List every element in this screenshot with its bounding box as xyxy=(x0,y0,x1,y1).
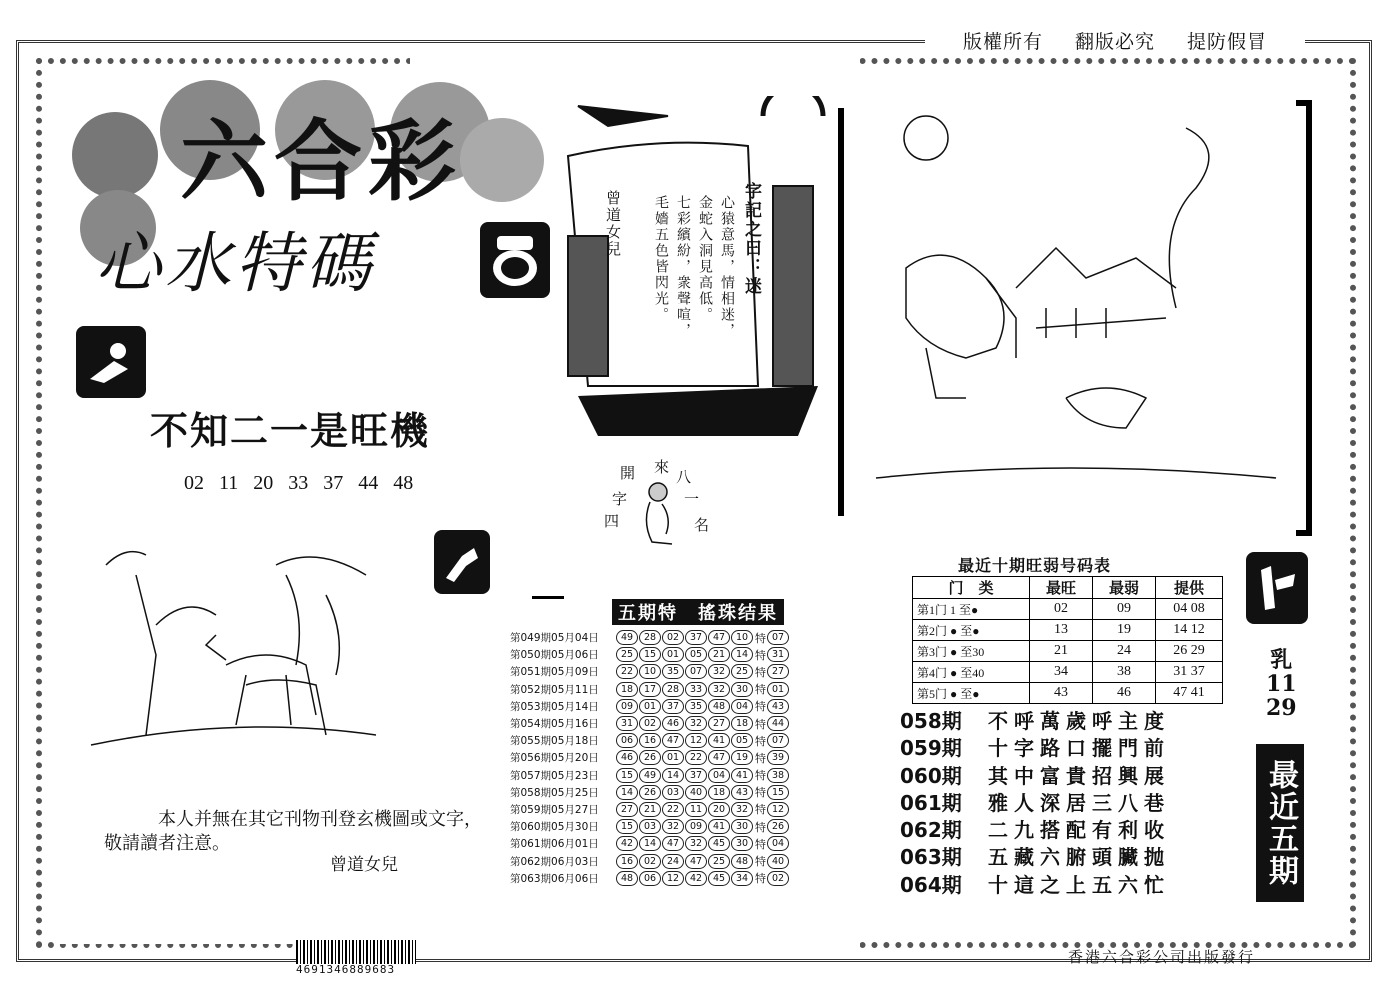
period-poem-row xyxy=(900,790,1170,817)
result-ball: 37 xyxy=(685,768,707,783)
cell-hot: 21 xyxy=(1030,641,1093,662)
result-ball: 14 xyxy=(662,768,684,783)
th-hot: 最旺 xyxy=(1030,577,1093,599)
result-ball: 48 xyxy=(731,854,753,869)
special-ball: 43 xyxy=(767,699,789,714)
special-ball: 12 xyxy=(767,802,789,817)
cell-offer: 14 12 xyxy=(1156,620,1223,641)
special-label: 特 xyxy=(755,665,766,679)
result-ball: 15 xyxy=(616,768,638,783)
result-ball: 01 xyxy=(662,750,684,765)
barcode xyxy=(296,940,416,964)
special-ball: 26 xyxy=(767,819,789,834)
result-ball: 16 xyxy=(616,854,638,869)
result-row xyxy=(510,801,822,818)
notice xyxy=(104,808,482,856)
special-label: 特 xyxy=(755,717,766,731)
frame-divider xyxy=(838,108,844,516)
period-poem-row xyxy=(900,817,1170,844)
result-ball: 02 xyxy=(662,630,684,645)
result-ball: 43 xyxy=(731,785,753,800)
result-date: 第056期05月20日 xyxy=(510,752,599,765)
result-row xyxy=(510,784,822,801)
result-ball: 35 xyxy=(662,664,684,679)
result-ball: 32 xyxy=(685,836,707,851)
result-row xyxy=(510,732,822,749)
riddle-char-1: 開 xyxy=(620,464,636,482)
result-row xyxy=(510,818,822,835)
result-date: 第055期05月18日 xyxy=(510,735,599,748)
special-ball: 44 xyxy=(767,716,789,731)
special-label: 特 xyxy=(755,872,766,886)
riddle-char-3: 八 xyxy=(676,468,692,486)
side-code-top: 乳 xyxy=(1270,647,1293,673)
side-code xyxy=(1266,648,1297,720)
special-ball: 40 xyxy=(767,854,789,869)
special-label: 特 xyxy=(755,683,766,697)
barcode-number: 4691346889683 xyxy=(296,963,396,976)
result-ball: 34 xyxy=(731,871,753,886)
result-row xyxy=(510,663,822,680)
result-date: 第062期06月03日 xyxy=(510,855,599,868)
th-offer: 提供 xyxy=(1156,577,1223,599)
result-ball: 47 xyxy=(662,836,684,851)
cell-offer: 04 08 xyxy=(1156,599,1223,620)
table-title: 最近十期旺弱号码表 xyxy=(958,556,1112,575)
result-ball: 25 xyxy=(708,854,730,869)
result-ball: 22 xyxy=(685,750,707,765)
special-label: 特 xyxy=(755,751,766,765)
cell-cold: 46 xyxy=(1093,683,1156,704)
cell-offer: 26 29 xyxy=(1156,641,1223,662)
result-date: 第052期05月11日 xyxy=(510,683,599,696)
result-ball: 21 xyxy=(639,802,661,817)
result-ball: 10 xyxy=(731,630,753,645)
th-cold: 最弱 xyxy=(1093,577,1156,599)
slogan: 不知二一是旺機 xyxy=(150,408,431,453)
result-ball: 17 xyxy=(639,682,661,697)
result-ball: 37 xyxy=(685,630,707,645)
result-row xyxy=(510,767,822,784)
result-ball: 15 xyxy=(616,819,638,834)
result-ball: 30 xyxy=(731,836,753,851)
result-ball: 41 xyxy=(731,768,753,783)
result-date: 第060期05月30日 xyxy=(510,821,599,834)
result-date: 第063期06月06日 xyxy=(510,872,599,885)
result-ball: 45 xyxy=(708,871,730,886)
cell-hot: 02 xyxy=(1030,599,1093,620)
copyright-2: 翻版必究 xyxy=(1074,30,1155,53)
decor-circle xyxy=(72,112,158,198)
result-date: 第050期05月06日 xyxy=(510,649,599,662)
result-ball: 14 xyxy=(731,647,753,662)
special-ball: 01 xyxy=(767,682,789,697)
result-row xyxy=(510,852,822,869)
title-sub: 心水特碼 xyxy=(95,225,375,302)
result-ball: 37 xyxy=(662,699,684,714)
cell-cold: 09 xyxy=(1093,599,1156,620)
results-list xyxy=(510,629,822,887)
result-row xyxy=(510,646,822,663)
poem-line-1: 心猿意馬，情相迷， xyxy=(719,195,735,339)
result-row xyxy=(510,681,822,698)
result-ball: 48 xyxy=(616,871,638,886)
title-main: 六合彩 xyxy=(180,110,463,213)
result-ball: 26 xyxy=(639,785,661,800)
result-ball: 41 xyxy=(708,819,730,834)
special-label: 特 xyxy=(755,734,766,748)
result-ball: 42 xyxy=(685,871,707,886)
result-ball: 06 xyxy=(639,871,661,886)
cell-cold: 19 xyxy=(1093,620,1156,641)
cell-cold: 38 xyxy=(1093,662,1156,683)
special-ball: 07 xyxy=(767,733,789,748)
riddle-char-2: 來 xyxy=(654,458,670,476)
result-ball: 32 xyxy=(708,664,730,679)
result-ball: 25 xyxy=(616,647,638,662)
period-number: 060期 xyxy=(900,763,962,788)
result-ball: 49 xyxy=(639,768,661,783)
riddle-char-5: 字 xyxy=(612,490,628,508)
table-row xyxy=(913,641,1223,662)
cell-gate: 第5门 ● 至● xyxy=(913,683,1030,704)
result-ball: 28 xyxy=(639,630,661,645)
result-date: 第061期06月01日 xyxy=(510,838,599,851)
poem-line-3: 七彩繽紛，衆聲喧， xyxy=(675,195,691,339)
special-label: 特 xyxy=(755,803,766,817)
result-ball: 47 xyxy=(708,750,730,765)
cell-gate: 第4门 ● 至40 xyxy=(913,662,1030,683)
result-ball: 24 xyxy=(662,854,684,869)
result-date: 第054期05月16日 xyxy=(510,718,599,731)
result-ball: 02 xyxy=(639,716,661,731)
result-ball: 46 xyxy=(662,716,684,731)
table-row xyxy=(913,662,1223,683)
special-label: 特 xyxy=(755,648,766,662)
special-ball: 31 xyxy=(767,647,789,662)
period-poem-text: 十這之上五六忙 xyxy=(988,872,1170,897)
cell-gate: 第1门 1 至● xyxy=(913,599,1030,620)
lucky-numbers: 02 11 20 33 37 44 48 xyxy=(184,472,414,494)
result-ball: 07 xyxy=(685,664,707,679)
cell-gate: 第3门 ● 至30 xyxy=(913,641,1030,662)
result-ball: 05 xyxy=(731,733,753,748)
poem-author: 曾道女兒 xyxy=(604,190,622,258)
result-ball: 32 xyxy=(731,802,753,817)
result-row xyxy=(510,715,822,732)
result-ball: 05 xyxy=(685,647,707,662)
special-label: 特 xyxy=(755,769,766,783)
result-ball: 28 xyxy=(662,682,684,697)
table-row xyxy=(913,620,1223,641)
monkey-figure xyxy=(632,478,682,550)
notice-signature: 曾道女兒 xyxy=(330,855,398,875)
result-ball: 27 xyxy=(616,802,638,817)
decor-circle xyxy=(460,118,544,202)
result-row xyxy=(510,698,822,715)
result-date: 第059期05月27日 xyxy=(510,803,599,816)
result-ball: 16 xyxy=(639,733,661,748)
copyright-3: 提防假冒 xyxy=(1187,30,1268,53)
result-ball: 04 xyxy=(731,699,753,714)
poem-line-2: 金蛇入洞見高低。 xyxy=(697,195,713,323)
result-ball: 01 xyxy=(639,699,661,714)
th-gate: 门 类 xyxy=(913,577,1030,599)
result-ball: 20 xyxy=(708,802,730,817)
result-row xyxy=(510,629,822,646)
hand-pointing-icon xyxy=(1246,552,1308,624)
special-ball: 07 xyxy=(767,630,789,645)
special-label: 特 xyxy=(755,631,766,645)
period-number: 061期 xyxy=(900,790,962,815)
period-poem-text: 五藏六腑頭臟抛 xyxy=(988,845,1170,870)
special-ball: 15 xyxy=(767,785,789,800)
result-ball: 49 xyxy=(616,630,638,645)
hot-cold-table xyxy=(912,576,1223,704)
period-number: 062期 xyxy=(900,818,962,843)
result-ball: 18 xyxy=(616,682,638,697)
result-ball: 03 xyxy=(639,819,661,834)
result-ball: 19 xyxy=(731,750,753,765)
result-ball: 10 xyxy=(639,664,661,679)
side-code-bot: 29 xyxy=(1266,695,1297,721)
riddle-char-6: 四 xyxy=(604,512,620,530)
result-row xyxy=(510,749,822,766)
special-label: 特 xyxy=(755,786,766,800)
period-poem-row xyxy=(900,872,1170,899)
side-code-mid: 11 xyxy=(1266,671,1297,697)
riddle-char-4: 一 xyxy=(684,490,700,508)
result-ball: 12 xyxy=(662,871,684,886)
period-poem-text: 其中富貴招興展 xyxy=(988,763,1170,788)
result-ball: 33 xyxy=(685,682,707,697)
result-ball: 41 xyxy=(708,733,730,748)
table-row xyxy=(913,683,1223,704)
result-ball: 32 xyxy=(685,716,707,731)
cell-offer: 31 37 xyxy=(1156,662,1223,683)
result-date: 第058期05月25日 xyxy=(510,786,599,799)
cell-gate: 第2门 ● 至● xyxy=(913,620,1030,641)
period-number: 063期 xyxy=(900,845,962,870)
period-poem-text: 雅人深居三八巷 xyxy=(988,790,1170,815)
result-ball: 15 xyxy=(639,647,661,662)
special-label: 特 xyxy=(755,700,766,714)
cell-offer: 47 41 xyxy=(1156,683,1223,704)
result-ball: 14 xyxy=(639,836,661,851)
result-ball: 01 xyxy=(662,647,684,662)
special-label: 特 xyxy=(755,820,766,834)
period-poem-text: 二九搭配有利收 xyxy=(988,818,1170,843)
period-poem-text: 十字路口擺門前 xyxy=(988,736,1170,761)
result-ball: 30 xyxy=(731,819,753,834)
special-label: 特 xyxy=(755,855,766,869)
copyright-1: 版權所有 xyxy=(962,30,1043,53)
result-ball: 48 xyxy=(708,699,730,714)
result-date: 第051期05月09日 xyxy=(510,666,599,679)
result-ball: 25 xyxy=(731,664,753,679)
result-ball: 30 xyxy=(731,682,753,697)
period-poem-row xyxy=(900,844,1170,871)
result-ball: 22 xyxy=(662,802,684,817)
riddle-char-7: 名 xyxy=(694,516,710,534)
poem-title: 字記之曰：迷 xyxy=(741,182,761,296)
result-ball: 26 xyxy=(639,750,661,765)
special-ball: 02 xyxy=(767,871,789,886)
result-ball: 18 xyxy=(731,716,753,731)
result-ball: 32 xyxy=(662,819,684,834)
period-poem-row xyxy=(900,763,1170,790)
special-ball: 27 xyxy=(767,664,789,679)
poem-line-4: 毛嬙五色皆閃光。 xyxy=(653,195,669,323)
special-ball: 38 xyxy=(767,768,789,783)
copyright-notice xyxy=(925,26,1305,54)
result-ball: 11 xyxy=(685,802,707,817)
result-ball: 32 xyxy=(708,682,730,697)
cell-hot: 34 xyxy=(1030,662,1093,683)
special-ball: 04 xyxy=(767,836,789,851)
result-ball: 40 xyxy=(685,785,707,800)
cell-hot: 13 xyxy=(1030,620,1093,641)
result-ball: 18 xyxy=(708,785,730,800)
period-poems xyxy=(900,708,1170,899)
result-ball: 14 xyxy=(616,785,638,800)
goats-illustration xyxy=(86,535,386,755)
result-ball: 12 xyxy=(685,733,707,748)
result-ball: 09 xyxy=(616,699,638,714)
result-ball: 42 xyxy=(616,836,638,851)
publisher: 香港六合彩公司出版發行 xyxy=(1068,948,1256,966)
result-ball: 06 xyxy=(616,733,638,748)
table-header-row xyxy=(913,577,1223,599)
result-ball: 47 xyxy=(685,854,707,869)
result-ball: 27 xyxy=(708,716,730,731)
result-ball: 31 xyxy=(616,716,638,731)
result-ball: 35 xyxy=(685,699,707,714)
hand-icon xyxy=(434,530,490,594)
period-poem-text: 不呼萬歲呼主度 xyxy=(988,709,1170,733)
result-ball: 03 xyxy=(662,785,684,800)
side-heading: 最近五期特码诗 xyxy=(1256,744,1304,902)
result-row xyxy=(510,870,822,887)
period-number: 058期 xyxy=(900,709,962,733)
period-poem-row xyxy=(900,735,1170,762)
result-ball: 47 xyxy=(662,733,684,748)
frame-bracket xyxy=(1296,100,1312,536)
result-ball: 46 xyxy=(616,750,638,765)
result-ball: 22 xyxy=(616,664,638,679)
notice-line-2: 敬請讀者注意。 xyxy=(104,833,230,854)
header-rule xyxy=(532,596,564,599)
result-date: 第049期05月04日 xyxy=(510,632,599,645)
period-poem-row xyxy=(900,708,1170,735)
result-date: 第053期05月14日 xyxy=(510,700,599,713)
special-ball: 39 xyxy=(767,750,789,765)
vase-icon xyxy=(480,222,550,298)
notice-line-1: 本人并無在其它刊物刊登玄機圖或文字， xyxy=(158,809,482,830)
result-ball: 21 xyxy=(708,647,730,662)
table-row xyxy=(913,599,1223,620)
result-ball: 02 xyxy=(639,854,661,869)
result-ball: 45 xyxy=(708,836,730,851)
result-ball: 04 xyxy=(708,768,730,783)
result-ball: 47 xyxy=(708,630,730,645)
tiger-illustration xyxy=(866,108,1286,508)
period-number: 059期 xyxy=(900,736,962,761)
result-row xyxy=(510,835,822,852)
result-ball: 09 xyxy=(685,819,707,834)
special-label: 特 xyxy=(755,837,766,851)
cell-hot: 43 xyxy=(1030,683,1093,704)
cell-cold: 24 xyxy=(1093,641,1156,662)
result-date: 第057期05月23日 xyxy=(510,769,599,782)
bird-icon xyxy=(76,326,146,398)
results-title: 五期特 搖珠结果 xyxy=(612,599,784,625)
period-number: 064期 xyxy=(900,872,962,897)
